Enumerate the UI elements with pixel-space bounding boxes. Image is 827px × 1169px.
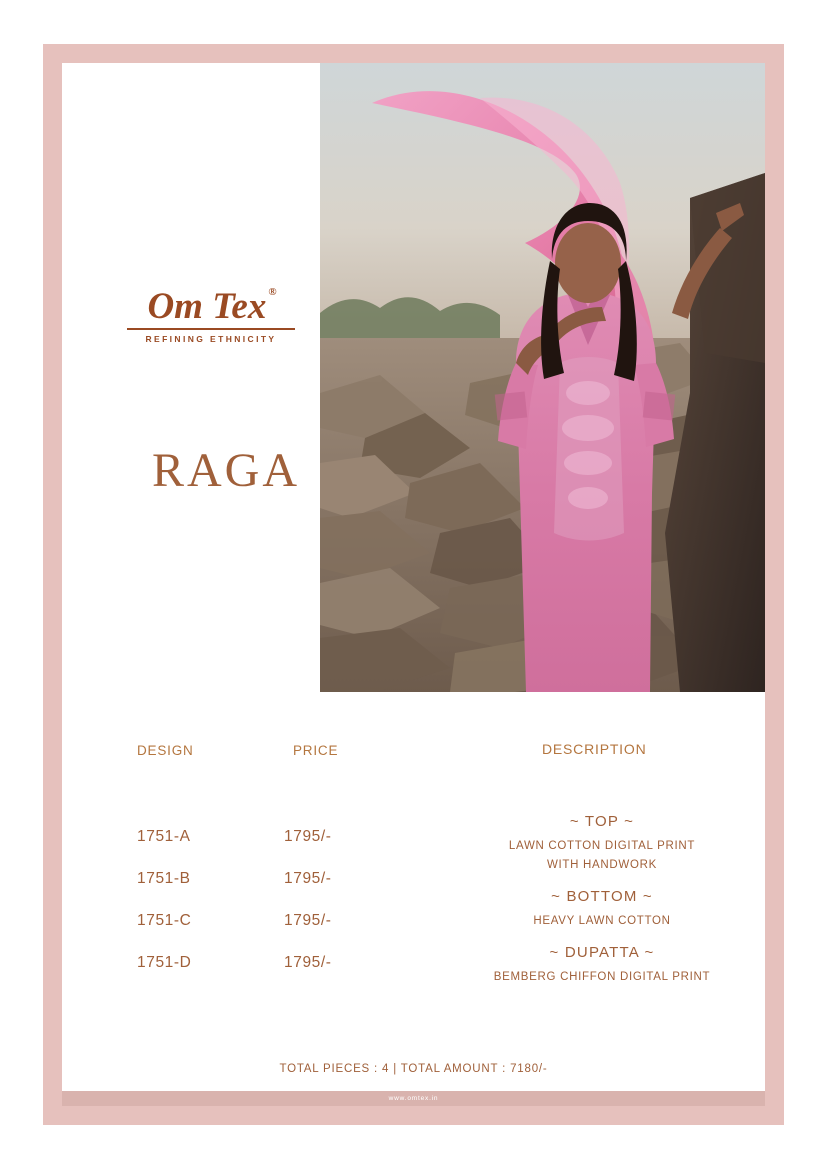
design-price: 1795/- [284,828,332,845]
decorative-frame [43,44,784,1125]
brand-divider [127,328,295,330]
brand-tagline: REFINING ETHNICITY [145,334,277,344]
brand-name: Om Tex [147,286,267,327]
description-dupatta-line1: BEMBERG CHIFFON DIGITAL PRINT [493,970,711,983]
footer-website[interactable]: www.omtex.in [388,1095,439,1102]
description-group-bottom [442,888,762,931]
registered-mark: ® [268,285,277,298]
column-header-price: PRICE [293,743,339,758]
page-content [62,63,765,1106]
description-block [442,813,762,1000]
table-row [62,912,392,954]
description-dupatta-title: ~ DUPATTA ~ [549,943,655,961]
column-header-description: DESCRIPTION [542,741,647,757]
brand-logo [147,285,277,327]
description-group-dupatta [442,944,762,987]
column-header-design: DESIGN [137,743,194,758]
description-top-line2: WITH HANDWORK [546,858,658,871]
page-title: RAGA [151,444,300,497]
description-group-top [442,813,762,875]
design-price: 1795/- [284,870,332,887]
design-code: 1751-C [137,912,192,929]
description-bottom-line1: HEAVY LAWN COTTON [533,914,671,927]
design-price-table [62,828,392,996]
table-row [62,954,392,996]
footer-bar [62,1091,765,1106]
description-top-line1: LAWN COTTON DIGITAL PRINT [508,840,696,852]
totals-line: TOTAL PIECES : 4 | TOTAL AMOUNT : 7180/- [279,1063,548,1075]
design-price: 1795/- [284,954,332,971]
details-section [62,703,765,1103]
design-code: 1751-D [137,954,192,971]
design-code: 1751-A [137,828,191,845]
description-bottom-title: ~ BOTTOM ~ [551,887,653,905]
design-price: 1795/- [284,912,332,929]
table-row [62,828,392,870]
design-code: 1751-B [137,870,191,887]
hero-image [320,63,765,692]
brand-block [116,285,306,344]
description-top-title: ~ TOP ~ [569,813,635,830]
table-row [62,870,392,912]
